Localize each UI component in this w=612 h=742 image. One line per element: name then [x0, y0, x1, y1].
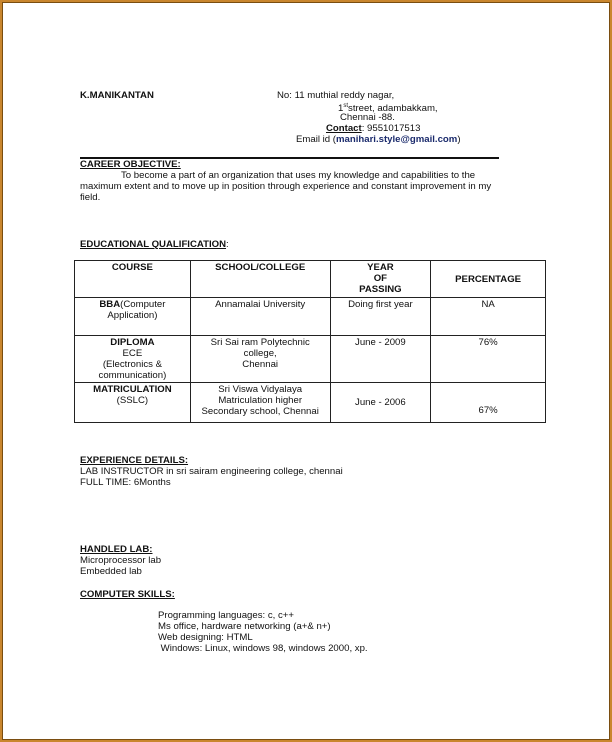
course-detail: (Electronics & — [102, 359, 162, 370]
cell-year: Doing first year — [330, 298, 431, 336]
course-detail: ECE — [122, 348, 143, 359]
contact-phone: : 9551017513 — [361, 123, 421, 134]
course-name: MATRICULATION — [93, 384, 172, 395]
address-line-1: No: 11 muthial reddy nagar, — [277, 90, 395, 101]
school-line: college, — [243, 348, 277, 359]
school-line: Sri Viswa Vidyalaya — [218, 384, 303, 395]
handled-lab-line-2: Embedded lab — [80, 566, 142, 577]
col-header-year-1: YEAR — [367, 262, 394, 273]
email-line — [296, 134, 461, 145]
career-objective-line-3: field. — [80, 192, 101, 203]
education-table-header — [75, 261, 546, 298]
skills-line-3: Web designing: HTML — [158, 632, 253, 643]
address-line-3: Chennai -88. — [340, 112, 395, 123]
cell-year: June - 2009 — [330, 336, 431, 383]
col-header-school: SCHOOL/COLLEGE — [190, 261, 330, 298]
career-objective-line-2: maximum extent and to move up in position through experience and constant improvement in my — [80, 181, 492, 192]
education-heading-colon: : — [226, 239, 229, 250]
experience-heading: EXPERIENCE DETAILS: — [80, 455, 189, 466]
cell-school — [190, 336, 330, 383]
candidate-name: K.MANIKANTAN — [80, 90, 154, 101]
table-row — [75, 383, 546, 423]
education-heading-text: EDUCATIONAL QUALIFICATION — [80, 239, 227, 250]
table-row — [75, 298, 546, 336]
handled-lab-line-1: Microprocessor lab — [80, 555, 162, 566]
cell-percentage: 67% — [431, 383, 546, 423]
col-header-year-2: OF — [373, 273, 388, 284]
cell-course — [75, 298, 191, 336]
skills-line-1: Programming languages: c, c++ — [158, 610, 294, 621]
contact-label: Contact — [326, 123, 362, 134]
cell-school: Annamalai University — [190, 298, 330, 336]
resume-document — [3, 3, 609, 739]
skills-line-2: Ms office, hardware networking (a+& n+) — [158, 621, 331, 632]
col-header-course: COURSE — [75, 261, 191, 298]
course-detail: (SSLC) — [116, 395, 149, 406]
career-objective-heading: CAREER OBJECTIVE: — [80, 159, 181, 170]
course-detail: (Computer — [120, 299, 166, 310]
cell-school — [190, 383, 330, 423]
course-detail: Application) — [107, 310, 158, 321]
school-line: Sri Sai ram Polytechnic — [210, 337, 310, 348]
cell-percentage: 76% — [431, 336, 546, 383]
experience-line-2: FULL TIME: 6Months — [80, 477, 171, 488]
email-close: ) — [457, 134, 461, 145]
course-name: BBA — [99, 299, 121, 310]
email-address[interactable]: manihari.style@gmail.com — [335, 134, 458, 145]
cell-percentage: NA — [431, 298, 546, 336]
cell-course — [75, 383, 191, 423]
course-detail: communication) — [98, 370, 167, 381]
skills-line-4: Windows: Linux, windows 98, windows 2000, xp. — [158, 643, 368, 654]
address-street-name: street, adambakkam, — [348, 103, 438, 115]
experience-line-1: LAB INSTRUCTOR in sri sairam engineering college, chennai — [80, 466, 343, 477]
handled-lab-heading: HANDLED LAB: — [80, 544, 153, 555]
education-heading — [80, 239, 229, 250]
course-name: DIPLOMA — [110, 337, 155, 348]
table-row — [75, 336, 546, 383]
career-objective-line-1: To become a part of an organization that uses my knowledge and capabilities to the — [121, 170, 476, 181]
cell-course — [75, 336, 191, 383]
school-line: Secondary school, Chennai — [201, 406, 319, 417]
cell-year: June - 2006 — [330, 383, 431, 423]
contact-line — [326, 123, 420, 134]
page-frame — [2, 2, 610, 740]
col-header-year-3: PASSING — [359, 284, 402, 295]
col-header-year — [330, 261, 431, 298]
address-street-number: 1 — [338, 103, 344, 115]
school-line: Matriculation higher — [218, 395, 303, 406]
address-street-suffix: st — [343, 103, 349, 109]
school-line: Chennai — [242, 359, 279, 370]
email-label: Email id ( — [296, 134, 336, 145]
education-table — [74, 260, 546, 423]
col-header-percentage: PERCENTAGE — [431, 261, 546, 298]
computer-skills-heading: COMPUTER SKILLS: — [80, 589, 175, 600]
